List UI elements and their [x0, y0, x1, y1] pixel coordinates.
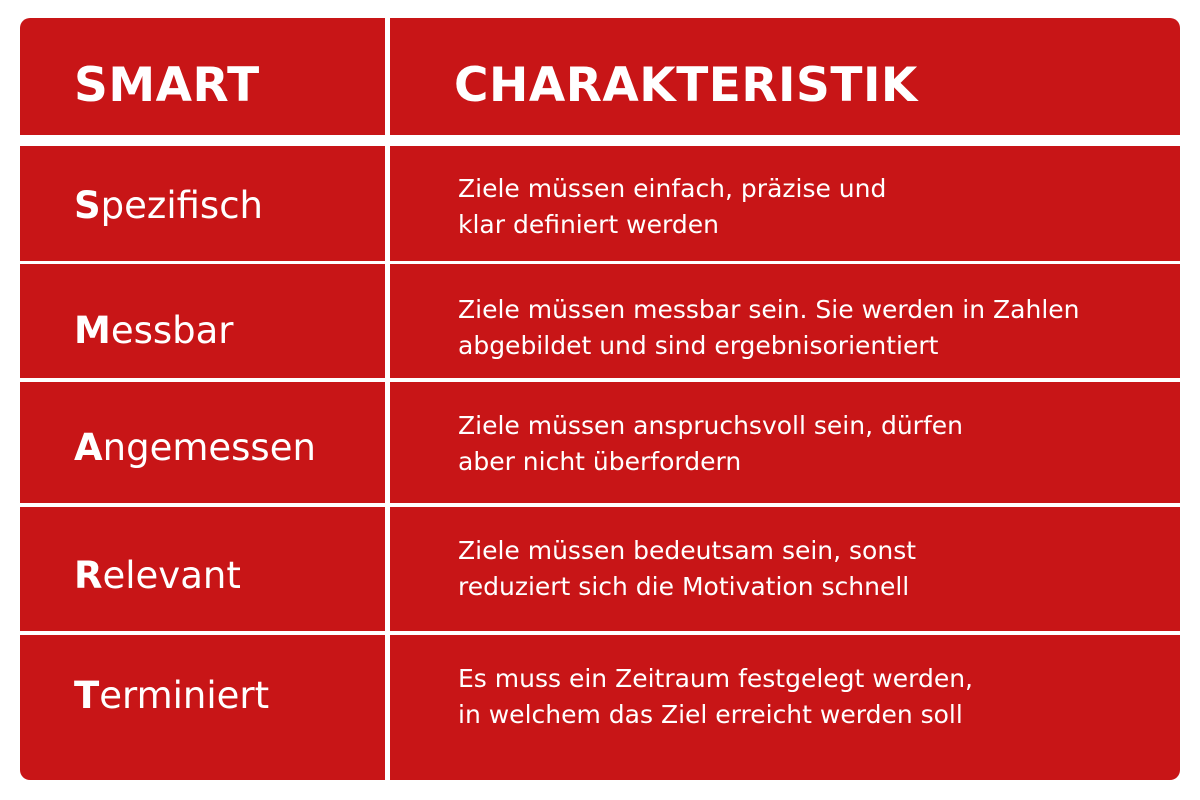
row-term-rest: erminiert: [99, 674, 270, 717]
row-desc-r: [458, 533, 916, 605]
row-desc-line2: in welchem das Ziel erreicht werden soll: [458, 700, 963, 729]
row-term-rest: elevant: [102, 554, 241, 597]
row-desc-line2: klar definiert werden: [458, 210, 719, 239]
header-charakteristik-label: CHARAKTERISTIK: [454, 58, 918, 113]
row-desc-cell-t: [390, 635, 1180, 780]
row-term-r: [74, 554, 241, 597]
header-smart-label: SMART: [74, 58, 260, 113]
row-desc-t: [458, 661, 973, 733]
row-desc-m: [458, 292, 1079, 364]
row-term-t: [74, 674, 270, 717]
row-term-rest: essbar: [110, 309, 234, 352]
row-desc-line1: Ziele müssen messbar sein. Sie werden in Zahlen: [458, 295, 1080, 324]
row-desc-line1: Es muss ein Zeitraum festgelegt werden,: [458, 664, 973, 693]
row-desc-cell-s: [390, 146, 1180, 261]
header-cell-charakteristik: [390, 18, 1180, 135]
row-desc-line2: reduziert sich die Motivation schnell: [458, 572, 910, 601]
row-term-m: [74, 309, 234, 352]
row-desc-s: [458, 171, 886, 243]
row-term-cell-s: [20, 146, 385, 261]
row-term-cell-m: [20, 264, 385, 378]
row-desc-a: [458, 408, 963, 480]
row-term-initial: M: [74, 309, 111, 352]
row-term-cell-a: [20, 382, 385, 503]
row-term-a: [74, 426, 316, 469]
row-desc-line1: Ziele müssen anspruchsvoll sein, dürfen: [458, 411, 963, 440]
row-desc-cell-m: [390, 264, 1180, 378]
row-desc-line2: aber nicht überfordern: [458, 447, 742, 476]
header-cell-smart: [20, 18, 385, 135]
row-term-initial: T: [74, 674, 100, 717]
row-term-initial: S: [74, 184, 101, 227]
row-desc-line1: Ziele müssen bedeutsam sein, sonst: [458, 536, 917, 565]
row-term-cell-r: [20, 507, 385, 631]
row-term-initial: R: [74, 554, 103, 597]
smart-table: [20, 18, 1180, 780]
row-desc-cell-r: [390, 507, 1180, 631]
row-term-cell-t: [20, 635, 385, 780]
row-term-rest: ngemessen: [102, 426, 316, 469]
row-desc-line2: abgebildet und sind ergebnisorientiert: [458, 331, 939, 360]
row-desc-line1: Ziele müssen einfach, präzise und: [458, 174, 887, 203]
row-desc-cell-a: [390, 382, 1180, 503]
row-term-initial: A: [74, 426, 103, 469]
row-term-rest: pezifisch: [100, 184, 263, 227]
row-term-s: [74, 184, 263, 227]
